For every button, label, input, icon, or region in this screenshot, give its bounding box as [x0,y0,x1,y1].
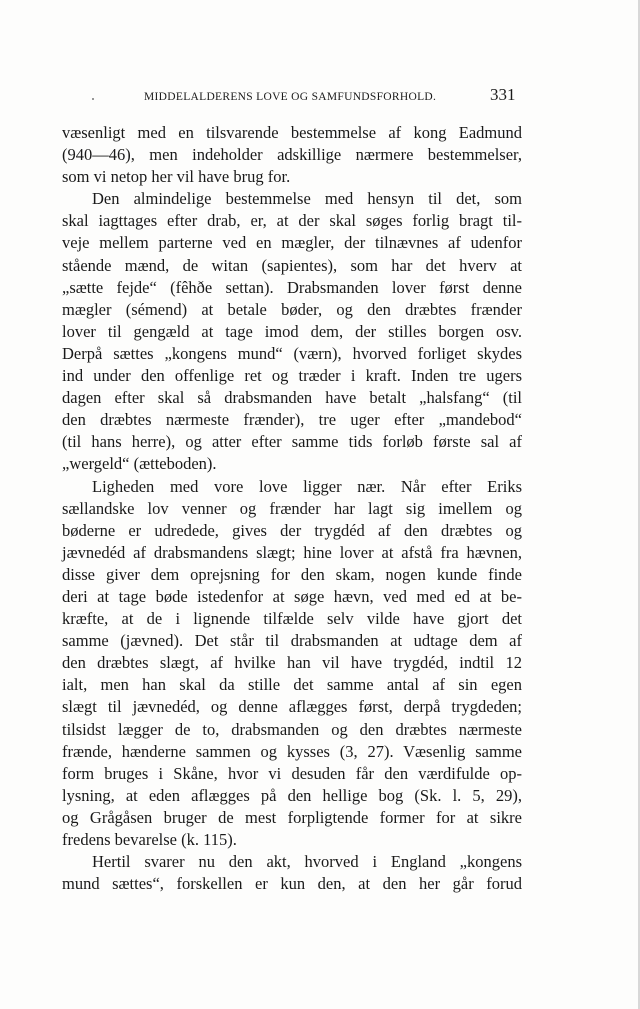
text-line: stående mænd, de witan (sapientes), som har det hverv at [62,255,522,275]
text-line: som vi netop her vil have brug for. [62,167,291,187]
text-line: veje mellem parterne ved en mægler, der tilnævnes af udenfor [62,233,522,253]
body-text [62,122,522,895]
text-line: „wergeld“ (ætteboden). [62,454,217,474]
text-line: (940—46), men indeholder adskillige nærmere bestemmelser, [62,145,522,165]
text-line: lover til gengæld at tage imod dem, der stilles borgen osv. [62,321,522,341]
header-dot [92,98,94,100]
text-line: den dræbtes slægt, af hvilke han vil have trygdéd, indtil 12 [62,653,522,673]
running-header [60,85,520,110]
text-line: Derpå sættes „kongens mund“ (værn), hvorved forliget skydes [62,343,522,363]
text-line: form bruges i Skåne, hvor vi desuden får den værdifulde op- [62,763,522,783]
text-line: ialt, men han skal da stille det samme antal af sin egen [62,675,522,695]
text-line: og Grågåsen bruger de mest forpligtende former for at sikre [62,807,522,827]
text-line: Den almindelige bestemmelse med hensyn til det, som [92,189,522,209]
text-line: tilsidst lægger de to, drabsmanden og den dræbtes nærmeste [62,719,522,739]
running-title: MIDDELALDERENS LOVE OG SAMFUNDSFORHOLD. [144,91,437,103]
text-line: mund sættes“, forskellen er kun den, at den her går forud [62,874,522,894]
text-line: fredens bevarelse (k. 115). [62,830,237,849]
text-line: „sætte fejde“ (fêhðe settan). Drabsmanden lover først denne [62,277,522,297]
text-line: væsenligt med en tilsvarende bestemmelse af kong Eadmund [62,123,522,142]
text-line: bøderne er udredede, gives der trygdéd af den dræbtes og [62,520,522,540]
text-line: lysning, at eden aflægges på den hellige bog (Sk. l. 5, 29), [62,785,522,805]
text-line: sællandske lov venner og frænder har lagt sig imellem og [62,498,522,518]
text-line: skal iagttages efter drab, er, at der skal søges forlig bragt til- [62,211,522,231]
text-line: kræfte, at de i lignende tilfælde selv vilde have gjort det [62,609,522,629]
page-number: 331 [490,85,516,104]
text-line: frænde, hænderne sammen og kysses (3, 27). Væsenlig samme [62,741,522,761]
text-line: dagen efter skal så drabsmanden have betalt „halsfang“ (til [62,388,522,408]
text-line: disse giver dem oprejsning for den skam, nogen kunde finde [62,564,522,584]
text-line: samme (jævned). Det står til drabsmanden at udtage dem af [62,631,522,651]
text-line: ind under den offenlige ret og træder i kraft. Inden tre ugers [62,366,522,386]
text-line: jævnedéd af drabsmandens slægt; hine lover at afstå fra hævnen, [62,542,522,562]
text-line: deri at tage bøde istedenfor at søge hævn, ved med ed at be- [62,586,522,606]
text-line: Hertil svarer nu den akt, hvorved i England „kongens [92,852,522,872]
text-line: mægler (sémend) at betale bøder, og den dræbtes frænder [62,299,522,319]
text-line: Ligheden med vore love ligger nær. Når efter Eriks [92,476,522,496]
text-line: den dræbtes nærmeste frænder), tre uger efter „mandebod“ [62,410,522,430]
text-line: (til hans herre), og atter efter samme tids forløb første sal af [62,432,522,452]
text-line: slægt til jævnedéd, og denne aflægges først, derpå trygdeden; [62,697,522,717]
